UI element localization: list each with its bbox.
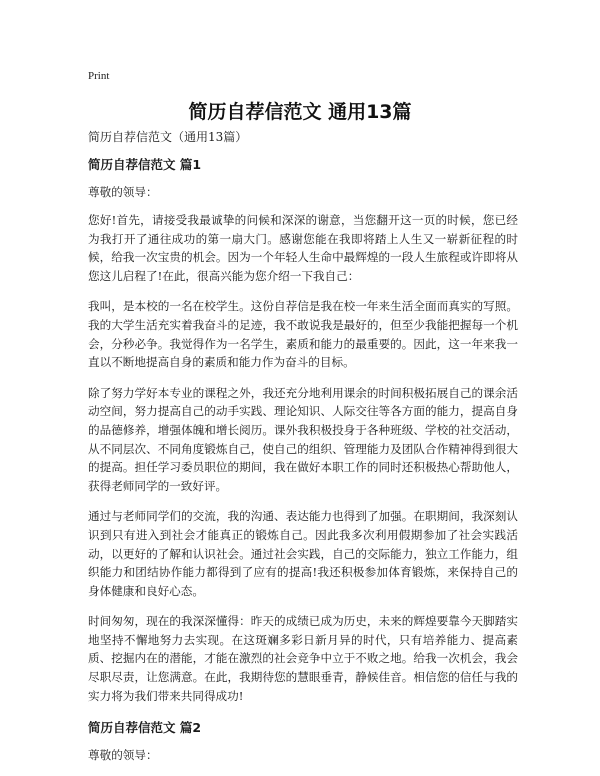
paragraph: 您好!首先，请接受我最诚挚的问候和深深的谢意，当您翻开这一页的时候，您已经为我打开了通往成功的第一扇大门。感谢您能在我即将踏上人生又一崭新征程的时候，给我一次宝贵的机会。因为一个年轻人生命中最辉煌的一段人生旅程或许即将从您这儿启程了!在此，很高兴能为您介绍一下我自己： <box>88 213 518 283</box>
paragraph: 除了努力学好本专业的课程之外，我还充分地利用课余的时间积极拓展自己的课余活动空间，努力提高自己的动手实践、理论知识、人际交往等各方面的能力，提高自身的品德修养，增强体魄和增长阅历。课外我积极投身于各种班级、学校的社交活动，从不同层次、不同角度锻炼自己，使自己的组织、管理能力及团队合作精神得到很大的提高。担任学习委员职位的期间，我在做好本职工作的同时还积极热心帮助他人，获得老师同学的一致好评。 <box>88 385 518 493</box>
paragraph: 通过与老师同学们的交流，我的沟通、表达能力也得到了加强。在职期间，我深刻认识到只有进入到社会才能真正的锻炼自己。因此我多次利用假期参加了社会实践活动，以更好的了解和认识社会。通过社会实践，自己的交际能力，独立工作能力，组织能力和团结协作能力都得到了应有的提高!我还积极参加体育锻炼，来保持自己的身体健康和良好心态。 <box>88 509 518 598</box>
paragraph: 我叫，是本校的一名在校学生。这份自荐信是我在校一年来生活全面而真实的写照。我的大学生活充实着我奋斗的足迹，我不敢说我是最好的，但至少我能把握每一个机会，分秒必争。我觉得作为一名学生，素质和能力的最重要的。因此，这一年来我一直以不断地提高自身的素质和能力作为奋斗的目标。 <box>88 299 518 370</box>
section-2-salutation: 尊敬的领导： <box>88 748 158 763</box>
page-title: 简历自荐信范文 通用13篇 <box>188 101 412 123</box>
article-subtitle: 简历自荐信范文（通用13篇） <box>88 130 248 144</box>
print-link[interactable]: Print <box>88 70 110 82</box>
section-1-heading: 简历自荐信范文 篇1 <box>88 157 202 172</box>
article-body <box>88 128 518 774</box>
section-1-salutation: 尊敬的领导： <box>88 185 158 199</box>
paragraph: 时间匆匆，现在的我深深懂得：昨天的成绩已成为历史，未来的辉煌要靠今天脚踏实地坚持不懈地努力去实现。在这斑斓多彩日新月异的时代，只有培养能力、提高素质、挖掘内在的潜能，才能在激烈的社会竞争中立于不败之地。给我一次机会，我会尽职尽责，让您满意。在此，我期待您的慧眼垂青，静候佳音。相信您的信任与我的实力将为我们带来共同得成功! <box>88 614 518 703</box>
section-2-heading: 简历自荐信范文 篇2 <box>88 720 202 736</box>
